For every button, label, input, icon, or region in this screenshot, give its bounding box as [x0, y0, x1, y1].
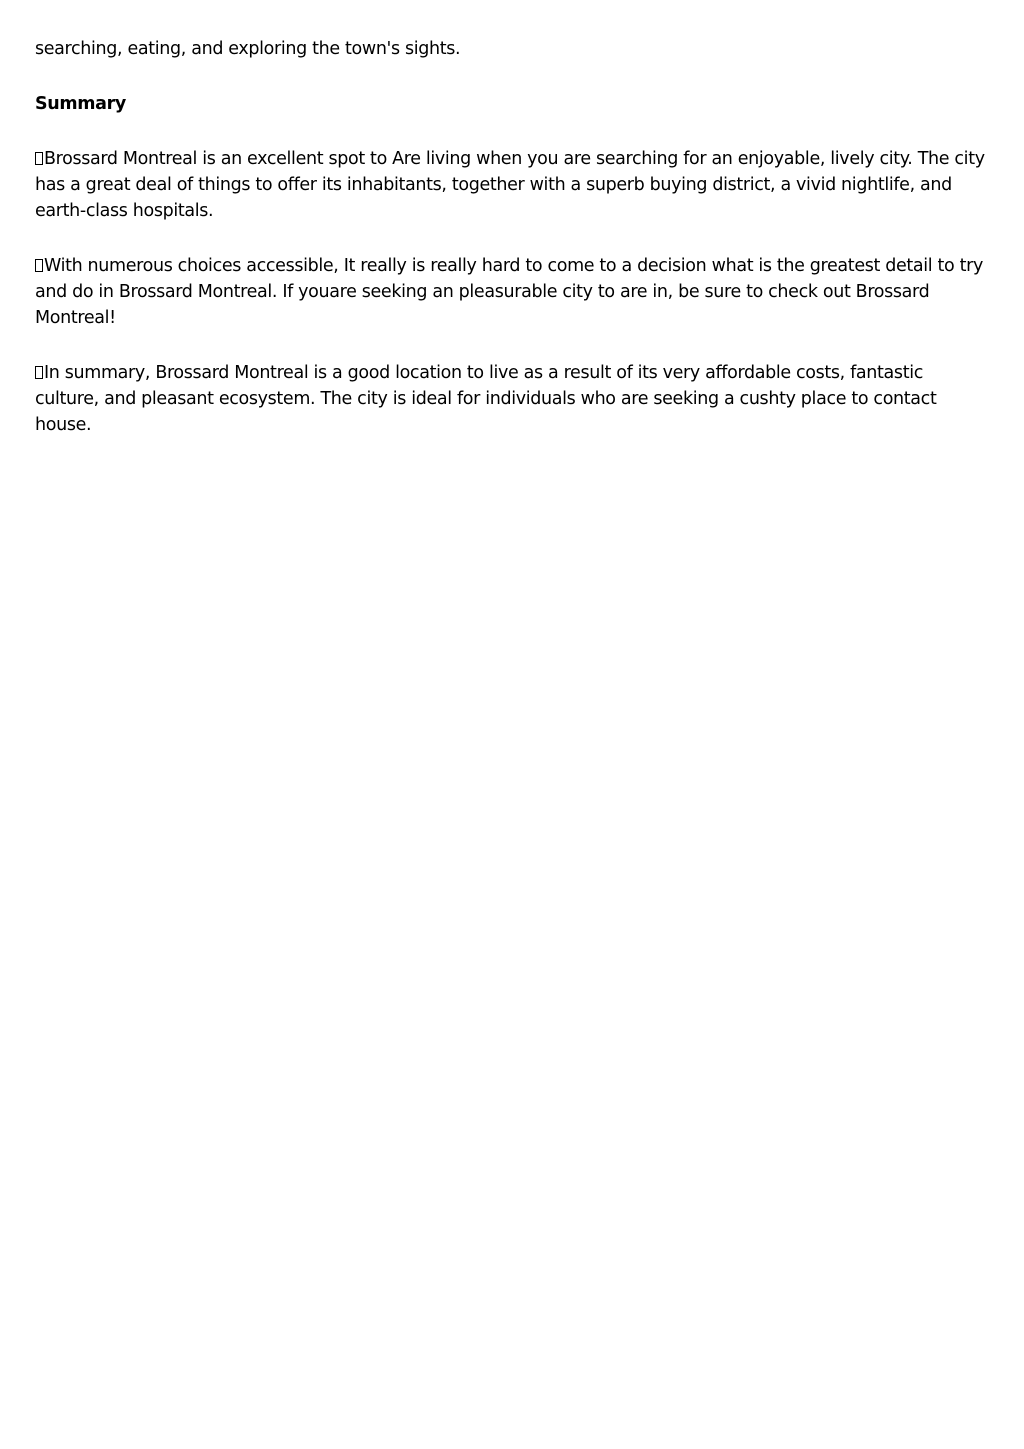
summary-paragraph-3-text: In summary, Brossard Montreal is a good location to live as a result of its very affordable costs, fantastic culture, and pleasant ecosystem. The city is ideal for individuals who are seeking a cushty place to contact house. [35, 363, 937, 435]
summary-heading: Summary [35, 94, 126, 114]
summary-paragraph-1 [35, 146, 990, 224]
summary-paragraph-1-text: Brossard Montreal is an excellent spot to Are living when you are searching for an enjoyable, lively city. The city has a great deal of things to offer its inhabitants, together with a superb buying district, a vivid nightlife, and earth-class hospitals. [35, 149, 985, 221]
missing-glyph-icon [35, 152, 43, 165]
summary-paragraph-3 [35, 360, 990, 438]
intro-paragraph: searching, eating, and exploring the town's sights. [35, 39, 461, 59]
missing-glyph-icon [35, 366, 43, 379]
summary-paragraph-2-text: With numerous choices accessible, It really is really hard to come to a decision what is the greatest detail to try and do in Brossard Montreal. If youare seeking an pleasurable city to are in, be sure to check out Brossard Montreal! [35, 256, 983, 328]
document-page [35, 36, 990, 438]
missing-glyph-icon [35, 259, 43, 272]
summary-paragraph-2 [35, 253, 990, 331]
